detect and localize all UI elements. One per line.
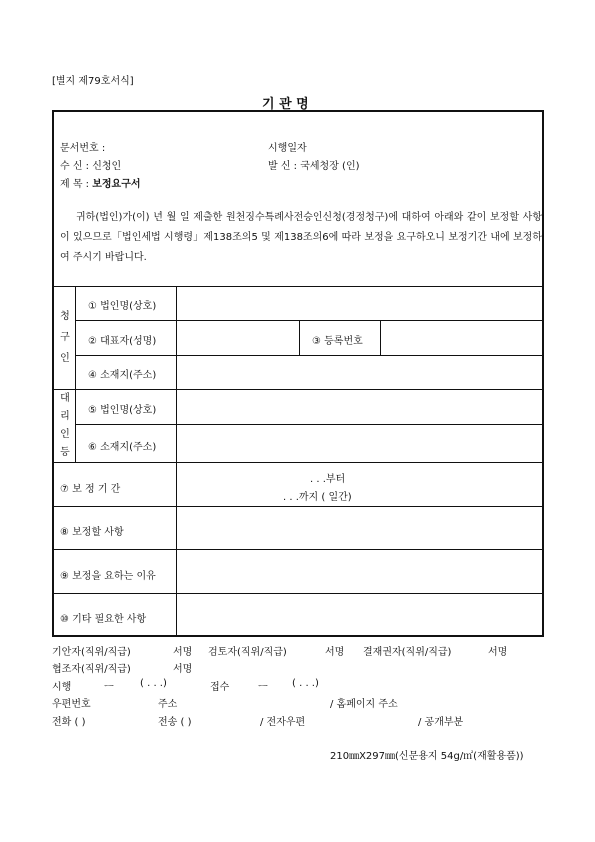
divider: [75, 320, 543, 321]
applicant-group-label: 청 구 인: [60, 311, 70, 364]
receipt-dash: ㅡ: [258, 682, 268, 693]
receipt-date: ( . . .): [292, 678, 319, 689]
subject-row: [60, 175, 141, 190]
divider: [75, 424, 543, 425]
paper-spec: 210㎜X297㎜(신문용지 54g/㎡(재활용품)): [330, 751, 524, 762]
drafter-label: 기안자(직위/직급): [52, 647, 131, 658]
divider: [75, 355, 543, 356]
correction-period-label: ⑦ 보 정 기 간: [60, 484, 121, 495]
divider: [380, 320, 381, 355]
divider: [176, 286, 177, 637]
postal-code-label: 우편번호: [52, 699, 91, 710]
correction-period-from: . . .부터: [310, 474, 346, 485]
subject-label: 제 목 :: [60, 179, 93, 190]
address-footer-label: 주소: [158, 699, 178, 710]
phone-label: 전화 ( ): [52, 717, 86, 728]
approver-signature-label: 서명: [488, 647, 508, 658]
execution-dash: ㅡ: [104, 682, 114, 693]
correction-reason-label: ⑨ 보정을 요하는 이유: [60, 571, 156, 582]
divider: [53, 506, 543, 507]
cooperator-signature-label: 서명: [173, 664, 193, 675]
representative-label: ② 대표자(성명): [88, 336, 157, 347]
divider: [53, 389, 543, 390]
receipt-label: 접수: [210, 682, 230, 693]
doc-number-label: 문서번호 :: [60, 143, 106, 154]
sender-label: 발 신 : 국세청장 (인): [268, 161, 360, 172]
email-label: / 전자우편: [260, 717, 306, 728]
fax-label: 전송 ( ): [158, 717, 192, 728]
execution-label: 시행: [52, 682, 72, 693]
drafter-signature-label: 서명: [173, 647, 193, 658]
divider: [299, 320, 300, 355]
exec-date-label: 시행일자: [268, 143, 307, 154]
homepage-label: / 홈페이지 주소: [330, 699, 398, 710]
correction-period-to: . . .까지 ( 일간): [283, 492, 352, 503]
recipient-label: 수 신 : 신청인: [60, 161, 122, 172]
divider: [53, 549, 543, 550]
execution-date: ( . . .): [140, 678, 167, 689]
cooperator-label: 협조자(직위/직급): [52, 664, 131, 675]
other-matters-label: ⑩ 기타 필요한 사항: [60, 614, 147, 625]
approver-label: 결재권자(직위/직급): [363, 647, 452, 658]
corp-name-label: ① 법인명(상호): [88, 301, 157, 312]
reviewer-label: 검토자(직위/직급): [208, 647, 287, 658]
subject-value: 보정요구서: [92, 179, 141, 190]
agent-group-label: 대 리 인 등: [60, 393, 70, 458]
form-number: [별지 제79호서식]: [52, 76, 134, 87]
agent-address-label: ⑥ 소재지(주소): [88, 442, 157, 453]
agent-corp-name-label: ⑤ 법인명(상호): [88, 405, 157, 416]
divider: [53, 286, 543, 287]
disclosure-label: / 공개부분: [418, 717, 464, 728]
divider: [53, 593, 543, 594]
registration-number-label: ③ 등록번호: [312, 336, 363, 347]
correction-items-label: ⑧ 보정할 사항: [60, 527, 124, 538]
divider: [53, 462, 543, 463]
divider: [75, 286, 76, 462]
page-title: 기 관 명: [262, 97, 309, 112]
request-body-text: 귀하(법인)가(이) 년 월 일 제출한 원천징수특례사전승인신청(경정청구)에 대하여 아래와 같이 보정할 사항이 있으므로「법인세법 시행령」제138조의5 및 제138조의6에 따라 보정을 요구하오니 보정기간 내에 보정하여 주시기 바랍니다.: [60, 212, 542, 263]
address-label: ④ 소재지(주소): [88, 370, 157, 381]
reviewer-signature-label: 서명: [325, 647, 345, 658]
